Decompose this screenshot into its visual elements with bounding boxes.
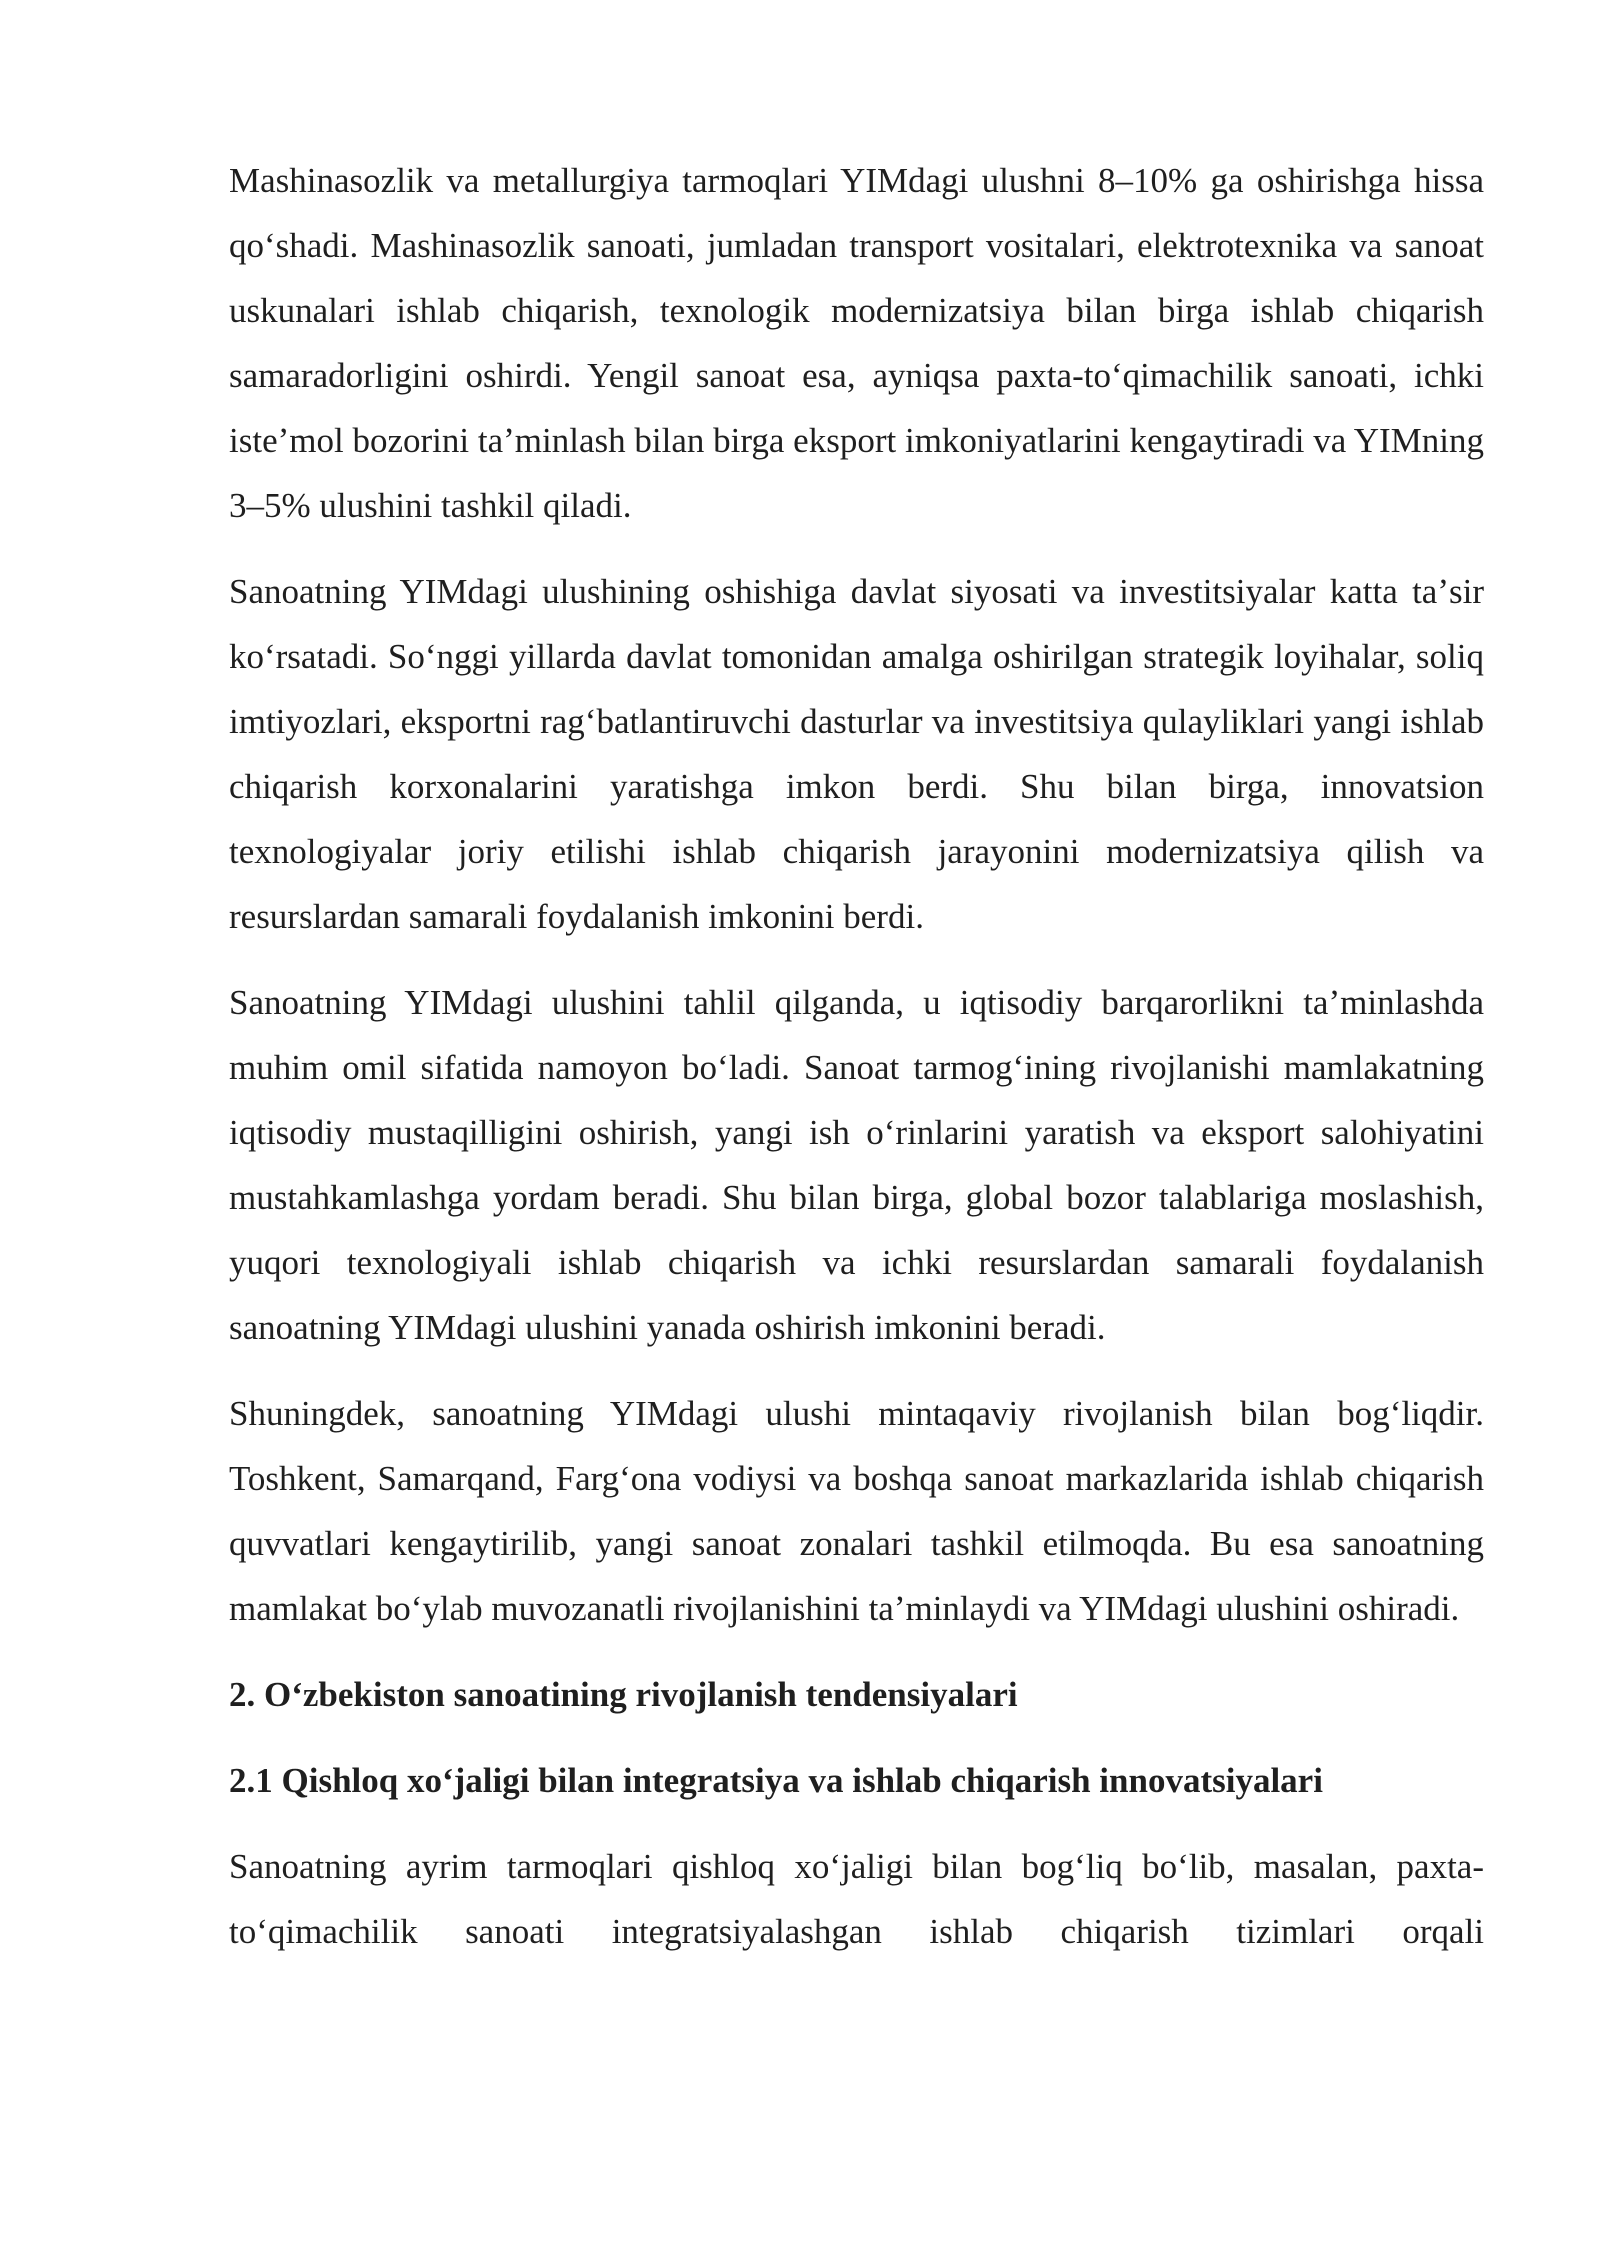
paragraph-economic-stability: Sanoatning YIMdagi ulushini tahlil qilganda, u iqtisodiy barqarorlikni taʼminlashda muhim omil sifatida namoyon boʻladi. Sanoat tarmogʻining rivojlanishi mamlakatning iqtisodiy mustaqilligini oshirish, yangi ish oʻrinlarini yaratish va eksport salohiyatini mustahkamlashga yordam beradi. Shu bilan birga, global bozor talablariga moslashish, yuqori texnologiyali ishlab chiqarish va ichki resurslardan samarali foydalanish sanoatning YIMdagi ulushini yanada oshirish imkonini beradi.: [229, 983, 1484, 1347]
paragraph-regional-development: Shuningdek, sanoatning YIMdagi ulushi mintaqaviy rivojlanish bilan bogʻliqdir. Toshkent, Samarqand, Fargʻona vodiysi va boshqa sanoat markazlarida ishlab chiqarish quvvatlari kengaytirilib, yangi sanoat zonalari tashkil etilmoqda. Bu esa sanoatning mamlakat boʻylab muvozanatli rivojlanishini taʼminlaydi va YIMdagi ulushini oshiradi.: [229, 1394, 1484, 1628]
section-heading: 2. Oʻzbekiston sanoatining rivojlanish tendensiyalari: [229, 1675, 1018, 1714]
paragraph-state-policy: Sanoatning YIMdagi ulushining oshishiga davlat siyosati va investitsiyalar katta taʼsir koʻrsatadi. Soʻnggi yillarda davlat tomonidan amalga oshirilgan strategik loyihalar, soliq imtiyozlari, eksportni ragʻbatlantiruvchi dasturlar va investitsiya qulayliklari yangi ishlab chiqarish korxonalarini yaratishga imkon berdi. Shu bilan birga, innovatsion texnologiyalar joriy etilishi ishlab chiqarish jarayonini modernizatsiya qilish va resurslardan samarali foydalanish imkonini berdi.: [229, 572, 1484, 936]
paragraph-machinery-share: Mashinasozlik va metallurgiya tarmoqlari YIMdagi ulushni 8–10% ga oshirishga hissa qoʻshadi. Mashinasozlik sanoati, jumladan transport vositalari, elektrotexnika va sanoat uskunalari ishlab chiqarish, texnologik modernizatsiya bilan birga ishlab chiqarish samaradorligini oshirdi. Yengil sanoat esa, ayniqsa paxta-toʻqimachilik sanoati, ichki isteʼmol bozorini taʼminlash bilan birga eksport imkoniyatlarini kengaytiradi va YIMning 3–5% ulushini tashkil qiladi.: [229, 161, 1484, 525]
paragraph-agriculture-integration: Sanoatning ayrim tarmoqlari qishloq xoʻjaligi bilan bogʻliq boʻlib, masalan, paxta-toʻqimachilik sanoati integratsiyalashgan ishlab chiqarish tizimlari orqali: [229, 1847, 1484, 1951]
document-page: [229, 148, 1484, 1964]
subsection-heading: 2.1 Qishloq xoʻjaligi bilan integratsiya va ishlab chiqarish innovatsiyalari: [229, 1761, 1323, 1800]
